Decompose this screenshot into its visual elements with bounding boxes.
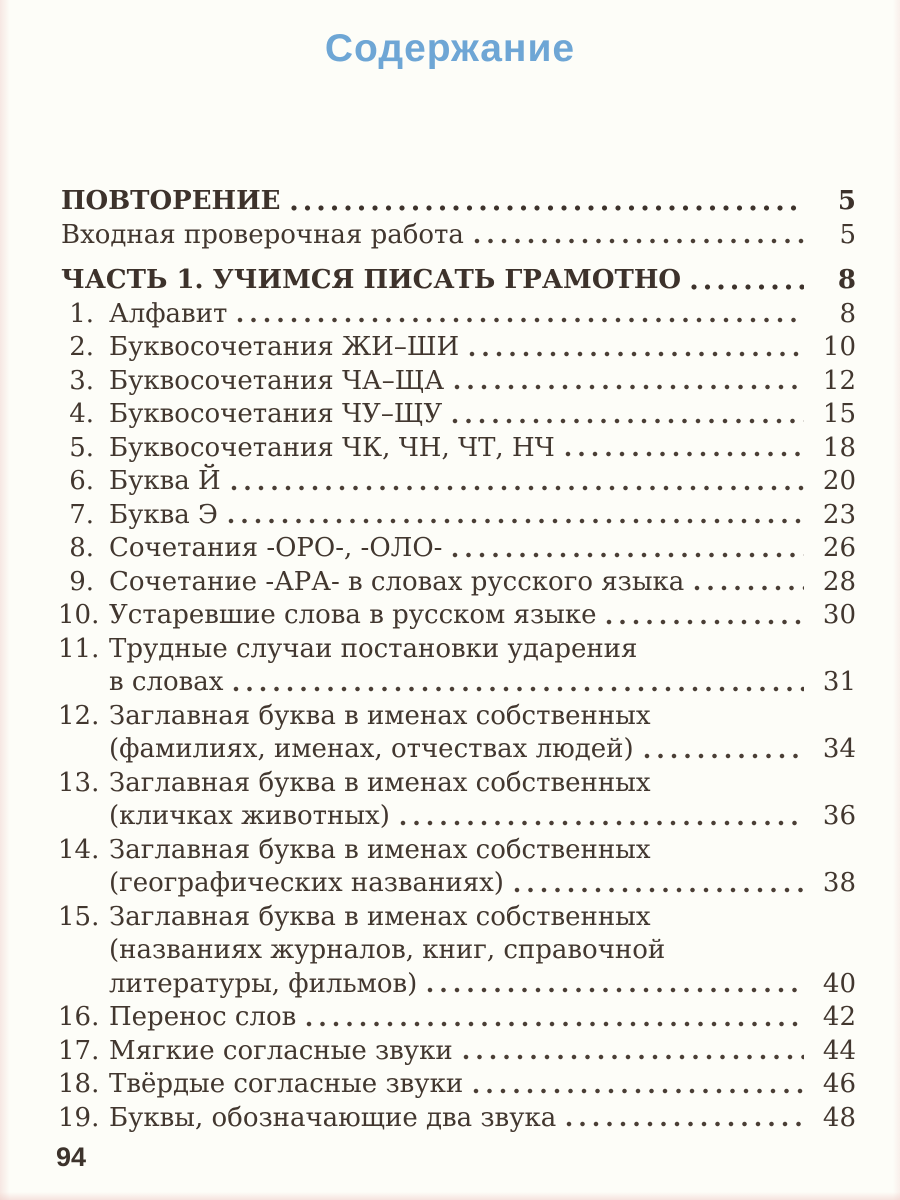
entry-title: Буквы, обозначающие два звука <box>109 1102 557 1133</box>
entry-title: Входная проверочная работа <box>61 219 464 250</box>
entry-title: Заглавная буква в именах собственных <box>109 700 651 731</box>
entry-page: 48 <box>822 1102 856 1133</box>
page-title: Содержание <box>324 27 576 70</box>
toc-entry <box>58 331 856 365</box>
entry-page: 28 <box>822 566 856 597</box>
entry-title: (кличках животных) <box>109 801 390 831</box>
dot-leader <box>291 205 805 211</box>
entry-page: 36 <box>822 801 856 831</box>
toc-entry <box>58 398 856 432</box>
entry-number: 13. <box>58 767 100 798</box>
toc-entry <box>58 264 856 298</box>
dot-leader <box>565 451 804 457</box>
entry-title: Перенос слов <box>109 1002 297 1032</box>
folio-page-number: 94 <box>56 1142 87 1172</box>
dot-leader <box>473 1088 804 1094</box>
dot-leader <box>454 384 804 390</box>
toc-entry <box>58 767 856 834</box>
dot-leader <box>691 284 804 290</box>
entry-title: (географических названиях) <box>109 868 504 898</box>
dot-leader <box>452 418 804 424</box>
entry-title: Заглавная буква в именах собственных <box>109 834 651 865</box>
entry-page: 18 <box>822 432 856 463</box>
entry-title: в словах <box>109 667 224 697</box>
toc-entry <box>58 432 856 466</box>
dot-leader <box>228 518 804 524</box>
entry-title: литературы, фильмов) <box>109 968 418 999</box>
entry-number: 1. <box>69 298 94 329</box>
toc-entry <box>58 499 856 533</box>
dot-leader <box>566 1121 804 1127</box>
entry-title: Заглавная буква в именах собственных <box>109 901 651 932</box>
entry-number: 17. <box>58 1035 100 1066</box>
toc-entry <box>58 219 856 253</box>
entry-number: 18. <box>58 1069 100 1099</box>
entry-title: Заглавная буква в именах собственных <box>109 767 651 798</box>
dot-leader <box>427 987 804 993</box>
entry-number: 2. <box>69 332 94 362</box>
entry-title: ЧАСТЬ 1. УЧИМСЯ ПИСАТЬ ГРАМОТНО <box>61 265 682 295</box>
entry-page: 46 <box>822 1069 856 1099</box>
scan-edge-artifact <box>0 1192 900 1200</box>
entry-title: Мягкие согласные звуки <box>109 1035 453 1066</box>
entry-number: 4. <box>69 399 94 429</box>
toc-entry <box>58 365 856 399</box>
toc-entry <box>58 633 856 700</box>
entry-title: Сочетания -ОРО-, -ОЛО- <box>109 533 443 563</box>
entry-number: 10. <box>58 600 100 630</box>
toc-entry <box>58 532 856 566</box>
entry-title: Буква Й <box>109 466 221 496</box>
entry-page: 30 <box>822 600 856 630</box>
toc-entry <box>58 566 856 600</box>
toc-entry <box>58 1068 856 1102</box>
entry-page: 15 <box>822 399 856 429</box>
dot-leader <box>231 485 804 491</box>
toc-entry <box>58 901 856 1002</box>
entry-number: 3. <box>69 365 94 396</box>
dot-leader <box>694 585 804 591</box>
entry-page: 10 <box>822 332 856 362</box>
entry-title: Буквосочетания ЖИ–ШИ <box>109 332 460 362</box>
entry-title: Твёрдые согласные звуки <box>109 1069 464 1099</box>
toc-entry <box>58 1001 856 1035</box>
dot-leader <box>474 238 804 244</box>
entry-title: (названиях журналов, книг, справочной <box>109 935 666 965</box>
entry-number: 15. <box>58 901 100 932</box>
entry-page: 40 <box>822 968 856 999</box>
dot-leader <box>644 753 804 759</box>
toc-entry <box>58 1035 856 1069</box>
entry-page: 20 <box>822 466 856 496</box>
dot-leader <box>469 351 804 357</box>
toc-entry <box>58 599 856 633</box>
entry-title: Буквосочетания ЧУ–ЩУ <box>109 399 443 429</box>
entry-title: ПОВТОРЕНИЕ <box>61 186 281 216</box>
dot-leader <box>606 619 804 625</box>
entry-title: Алфавит <box>109 298 228 329</box>
entry-title: Буква Э <box>109 499 218 530</box>
entry-page: 5 <box>839 219 856 250</box>
dot-leader <box>514 887 804 893</box>
dot-leader <box>233 686 804 692</box>
toc-entry <box>58 298 856 332</box>
dot-leader <box>463 1054 804 1060</box>
toc-entry <box>58 185 856 219</box>
toc-entry <box>58 700 856 767</box>
entry-title: Трудные случаи постановки ударения <box>109 633 638 664</box>
entry-number: 5. <box>69 432 94 463</box>
toc-entry <box>58 465 856 499</box>
entry-page: 44 <box>822 1035 856 1066</box>
toc-entry <box>58 834 856 901</box>
entry-number: 11. <box>58 633 100 664</box>
entry-page: 38 <box>822 868 856 898</box>
dot-leader <box>237 317 804 323</box>
entry-page: 5 <box>837 186 856 216</box>
entry-title: Буквосочетания ЧА–ЩА <box>109 365 445 396</box>
entry-number: 6. <box>69 466 94 496</box>
toc-entry <box>58 1102 856 1136</box>
entry-title: Буквосочетания ЧК, ЧН, ЧТ, НЧ <box>109 432 555 463</box>
entry-page: 31 <box>822 667 856 697</box>
entry-page: 23 <box>822 499 856 530</box>
entry-page: 34 <box>822 734 856 764</box>
entry-title: Сочетание -АРА- в словах русского языка <box>109 566 685 597</box>
entry-title: Устаревшие слова в русском языке <box>109 600 597 630</box>
entry-number: 16. <box>58 1002 100 1032</box>
dot-leader <box>306 1021 804 1027</box>
entry-page: 42 <box>822 1002 856 1032</box>
entry-number: 7. <box>69 499 94 530</box>
dot-leader <box>400 820 804 826</box>
entry-page: 12 <box>822 365 856 396</box>
entry-number: 9. <box>69 566 94 597</box>
toc-list <box>0 185 900 1135</box>
dot-leader <box>452 552 804 558</box>
entry-title: (фамилиях, именах, отчествах людей) <box>109 734 634 764</box>
entry-page: 26 <box>822 533 856 563</box>
entry-number: 8. <box>69 533 94 563</box>
entry-page: 8 <box>839 298 856 329</box>
entry-number: 14. <box>58 834 100 865</box>
entry-number: 12. <box>58 700 100 731</box>
entry-number: 19. <box>58 1102 100 1133</box>
entry-page: 8 <box>837 265 856 295</box>
